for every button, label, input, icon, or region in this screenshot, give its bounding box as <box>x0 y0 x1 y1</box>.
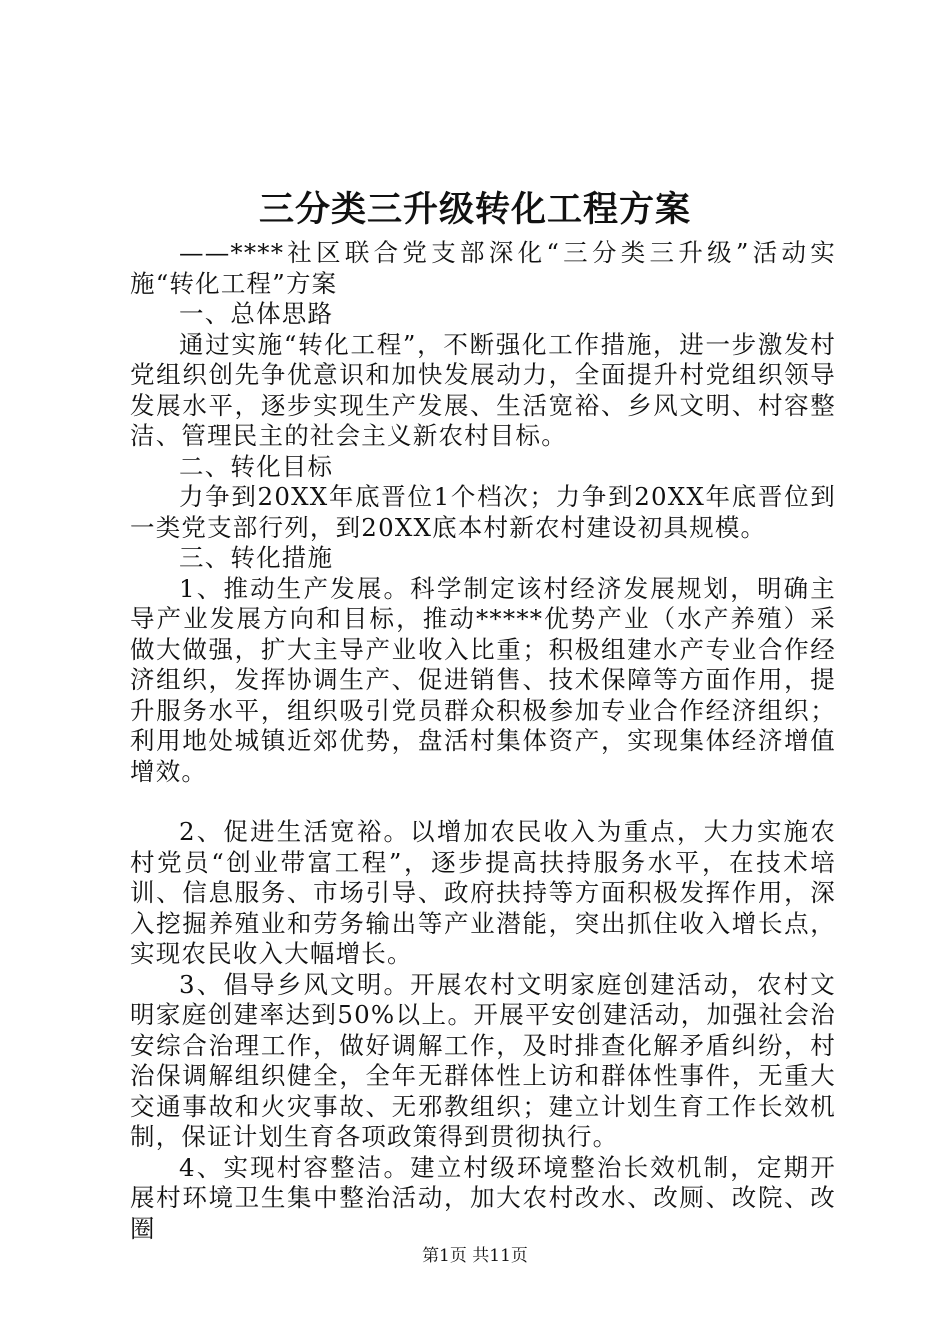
paragraph: 4、实现村容整洁。建立村级环境整治长效机制，定期开展村环境卫生集中整治活动，加大农村改水、改厕、改院、改圈 <box>130 1152 836 1243</box>
document-body <box>130 238 836 1244</box>
paragraph: 3、倡导乡风文明。开展农村文明家庭创建活动，农村文明家庭创建率达到50%以上。开展平安创建活动，加强社会治安综合治理工作，做好调解工作，及时排查化解矛盾纠纷，村治保调解组织健全，全年无群体性上访和群体性事件，无重大交通事故和火灾事故、无邪教组织；建立计划生育工作长效机制，保证计划生育各项政策得到贯彻执行。 <box>130 969 836 1151</box>
section-heading: 三、转化措施 <box>179 543 334 572</box>
paragraph: 力争到20XX年底晋位1个档次；力争到20XX年底晋位到一类党支部行列，到20XX底本村新农村建设初具规模。 <box>130 482 836 542</box>
section-heading: 一、总体思路 <box>179 299 334 328</box>
paragraph: 2、促进生活宽裕。以增加农民收入为重点，大力实施农村党员“创业带富工程”，逐步提高扶持服务水平，在技术培训、信息服务、市场引导、政府扶持等方面积极发挥作用，深入挖掘养殖业和劳务输出等产业潜能，突出抓住收入增长点，实现农民收入大幅增长。 <box>130 817 836 968</box>
page-number-footer: 第1页 共11页 <box>422 1246 528 1266</box>
paragraph: 1、推动生产发展。科学制定该村经济发展规划，明确主导产业发展方向和目标，推动*****优势产业（水产养殖）采做大做强，扩大主导产业收入比重；积极组建水产专业合作经济组织，发挥协调生产、促进销售、技术保障等方面作用，提升服务水平，组织吸引党员群众积极参加专业合作经济组织；利用地处城镇近郊优势，盘活村集体资产，实现集体经济增值增效。 <box>130 573 836 786</box>
paragraph: 通过实施“转化工程”，不断强化工作措施，进一步激发村党组织创先争优意识和加快发展动力，全面提升村党组织领导发展水平，逐步实现生产发展、生活宽裕、乡风文明、村容整洁、管理民主的社会主义新农村目标。 <box>130 329 836 450</box>
page-title: 三分类三升级转化工程方案 <box>258 189 691 230</box>
document-subtitle: ——****社区联合党支部深化“三分类三升级”活动实施“转化工程”方案 <box>130 238 836 298</box>
section-heading: 二、转化目标 <box>179 451 334 481</box>
